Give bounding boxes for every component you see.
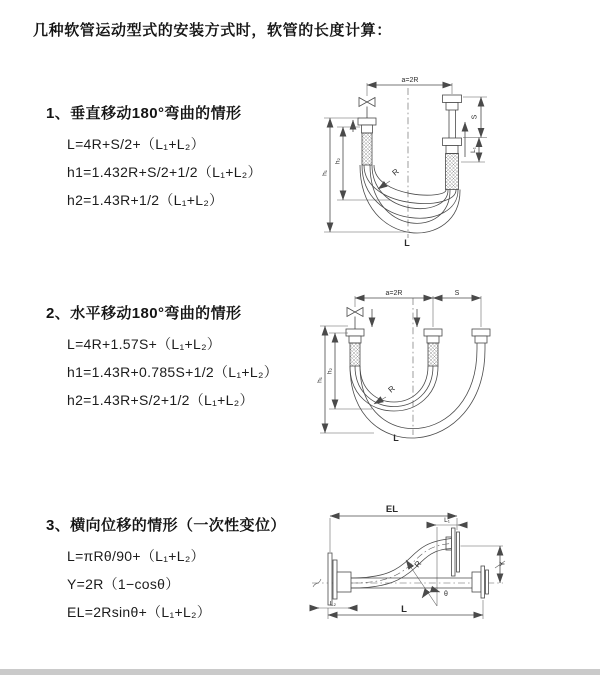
diagram-horizontal-move-180-bend — [312, 283, 600, 455]
dim-label-y: Y — [497, 561, 507, 567]
dim-label-s: S — [471, 114, 479, 120]
hose-s-curve — [351, 539, 452, 589]
angle-theta — [422, 591, 448, 598]
hose-u-bends — [360, 165, 460, 233]
formula-h1: h1=1.432R+S/2+1/2（L₁+L₂） — [67, 164, 262, 180]
dim-label-a2r: a=2R — [401, 77, 419, 84]
valve-icon — [347, 308, 363, 330]
dim-label-h1: h₁ — [321, 170, 329, 176]
section-1-heading: 1、垂直移动180°弯曲的情形 — [46, 105, 242, 122]
section-horizontal-move — [46, 304, 356, 414]
dimension-h2 — [327, 333, 373, 409]
formula-l: L=4R+1.57S+（L₁+L₂） — [67, 336, 222, 352]
dim-label-l: L — [404, 238, 410, 248]
dim-label-h2: h₂ — [334, 157, 342, 165]
dim-label-a2r: a=2R — [385, 290, 403, 297]
radius-callout — [406, 559, 437, 606]
middle-pipe-flange — [424, 329, 442, 366]
diagram-lateral-displacement — [300, 496, 600, 658]
braided-hose — [446, 154, 459, 190]
right-pipe-flange — [472, 329, 490, 349]
left-flange — [328, 553, 351, 605]
dimension-a2r — [367, 77, 452, 96]
dimension-s — [463, 97, 487, 138]
right-pipe-flange — [443, 95, 462, 190]
dim-label-r: R — [386, 383, 397, 395]
dimension-h1 — [317, 326, 375, 433]
dim-label-s: S — [454, 290, 460, 297]
dim-label-l1: L₁ — [444, 517, 450, 524]
left-pipe-flange — [358, 118, 376, 165]
angle-label-theta: θ — [444, 591, 448, 598]
page-title: 几种软管运动型式的安装方式时，软管的长度计算： — [33, 22, 392, 39]
dim-label-el: EL — [385, 504, 399, 515]
dim-label-h1: h₁ — [316, 377, 324, 383]
dim-label-l: L — [401, 604, 407, 615]
upper-flange — [446, 528, 460, 576]
dimension-l1 — [428, 517, 466, 525]
page-bottom-edge — [0, 669, 600, 675]
braided-hose — [350, 343, 360, 366]
section-2-heading: 2、水平移动180°弯曲的情形 — [46, 305, 242, 322]
braided-hose — [362, 133, 372, 165]
left-pipe-flange — [346, 329, 364, 366]
dimension-l — [328, 600, 483, 619]
dim-label-l2: L₂ — [329, 600, 337, 608]
formula-h2: h2=1.43R+S/2+1/2（L₁+L₂） — [67, 392, 254, 408]
dimension-s — [433, 290, 481, 298]
section-3-heading: 3、横向位移的情形（一次性变位） — [46, 517, 286, 534]
dimension-el — [330, 504, 457, 552]
dimension-l2 — [312, 601, 355, 609]
braided-hose — [428, 343, 438, 366]
valve-icon — [359, 98, 375, 119]
dim-label-l: L — [393, 433, 399, 443]
dimension-a2r — [355, 290, 481, 327]
radius-callout — [378, 167, 401, 189]
hose-u-bends — [350, 349, 485, 438]
dim-label-r: R — [412, 559, 424, 570]
formula-h1: h1=1.43R+0.785S+1/2（L₁+L₂） — [67, 364, 278, 380]
formula-y: Y=2R（1−cosθ） — [67, 576, 180, 592]
formula-h2: h2=1.43R+1/2（L₁+L₂） — [67, 192, 224, 208]
dim-label-l1: L₁ — [470, 147, 477, 153]
formula-l: L=πRθ/90+（L₁+L₂） — [67, 548, 205, 564]
dim-label-r: R — [390, 166, 401, 178]
formula-el: EL=2Rsinθ+（L₁+L₂） — [67, 604, 212, 620]
diagram-vertical-move-180-bend — [310, 70, 600, 265]
formula-l: L=4R+S/2+（L₁+L₂） — [67, 136, 205, 152]
dim-label-h2: h₂ — [326, 367, 334, 375]
